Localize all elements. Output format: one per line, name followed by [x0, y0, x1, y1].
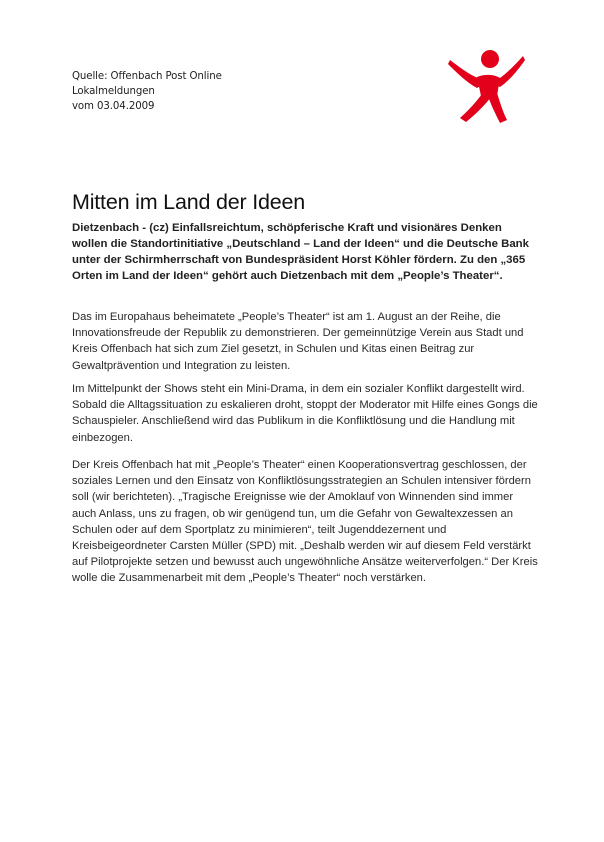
- article-lead: Dietzenbach - (cz) Einfallsreichtum, schöpferische Kraft und visionäres Denken wollen die Standortinitiative „Deutschland – Land der Ideen“ und die Deutsche Bank unter der Schirmherrschaft von Bundespräsident Horst Köhler fördern. Zu den „365 Orten im Land der Ideen“ gehört auch Dietzenbach mit dem „People’s Theater“.: [72, 222, 529, 282]
- article-headline: Mitten im Land der Ideen: [72, 190, 306, 214]
- article-paragraph: Der Kreis Offenbach hat mit „People’s Theater“ einen Kooperationsvertrag geschlossen, der soziales Lernen und den Einsatz von Konfliktlösungsstrategien an Schulen intensiver fördern soll (wir berichteten). „Tragische Ereignisse wie der Amoklauf von Winnenden sind immer auch Anlass, uns zu fragen, ob wir genügend tun, um die Gefahr von Gewaltexzessen an Schulen oder auf dem Sportplatz zu minimieren“, teilt Jugenddezernent und Kreisbeigeordneter Carsten Müller (SPD) mit. „Deshalb werden wir auf diesem Feld verstärkt auf Pilotprojekte setzen und bewusst auch ungewöhnliche Ansätze weiterverfolgen.“ Der Kreis wolle die Zusammenarbeit mit dem „People’s Theater“ noch verstärken.: [72, 459, 538, 585]
- logo-figure-icon: [444, 44, 526, 126]
- source-date: vom 03.04.2009: [72, 101, 155, 112]
- red-figure-logo-icon: [444, 44, 526, 126]
- source-section: Lokalmeldungen: [72, 86, 155, 97]
- article-paragraph: Im Mittelpunkt der Shows steht ein Mini-Drama, in dem ein sozialer Konflikt dargestellt wird. Sobald die Alltagssituation zu eskalieren droht, stoppt der Moderator mit Hilfe eines Gongs die Schauspieler. Anschließend wird das Publikum in die Konfliktlösung und die Handlung mit einbezogen.: [72, 383, 538, 444]
- source-line: Quelle: Offenbach Post Online: [72, 71, 222, 82]
- article-paragraph: Das im Europahaus beheimatete „People’s Theater“ ist am 1. August an der Reihe, die Innovationsfreude der Republik zu demonstrieren. Der gemeinnützige Verein aus Stadt und Kreis Offenbach hat sich zum Ziel gesetzt, in Schulen und Kitas einen Beitrag zur Gewaltprävention und Integration zu leisten.: [72, 311, 524, 372]
- source-info: [72, 69, 222, 114]
